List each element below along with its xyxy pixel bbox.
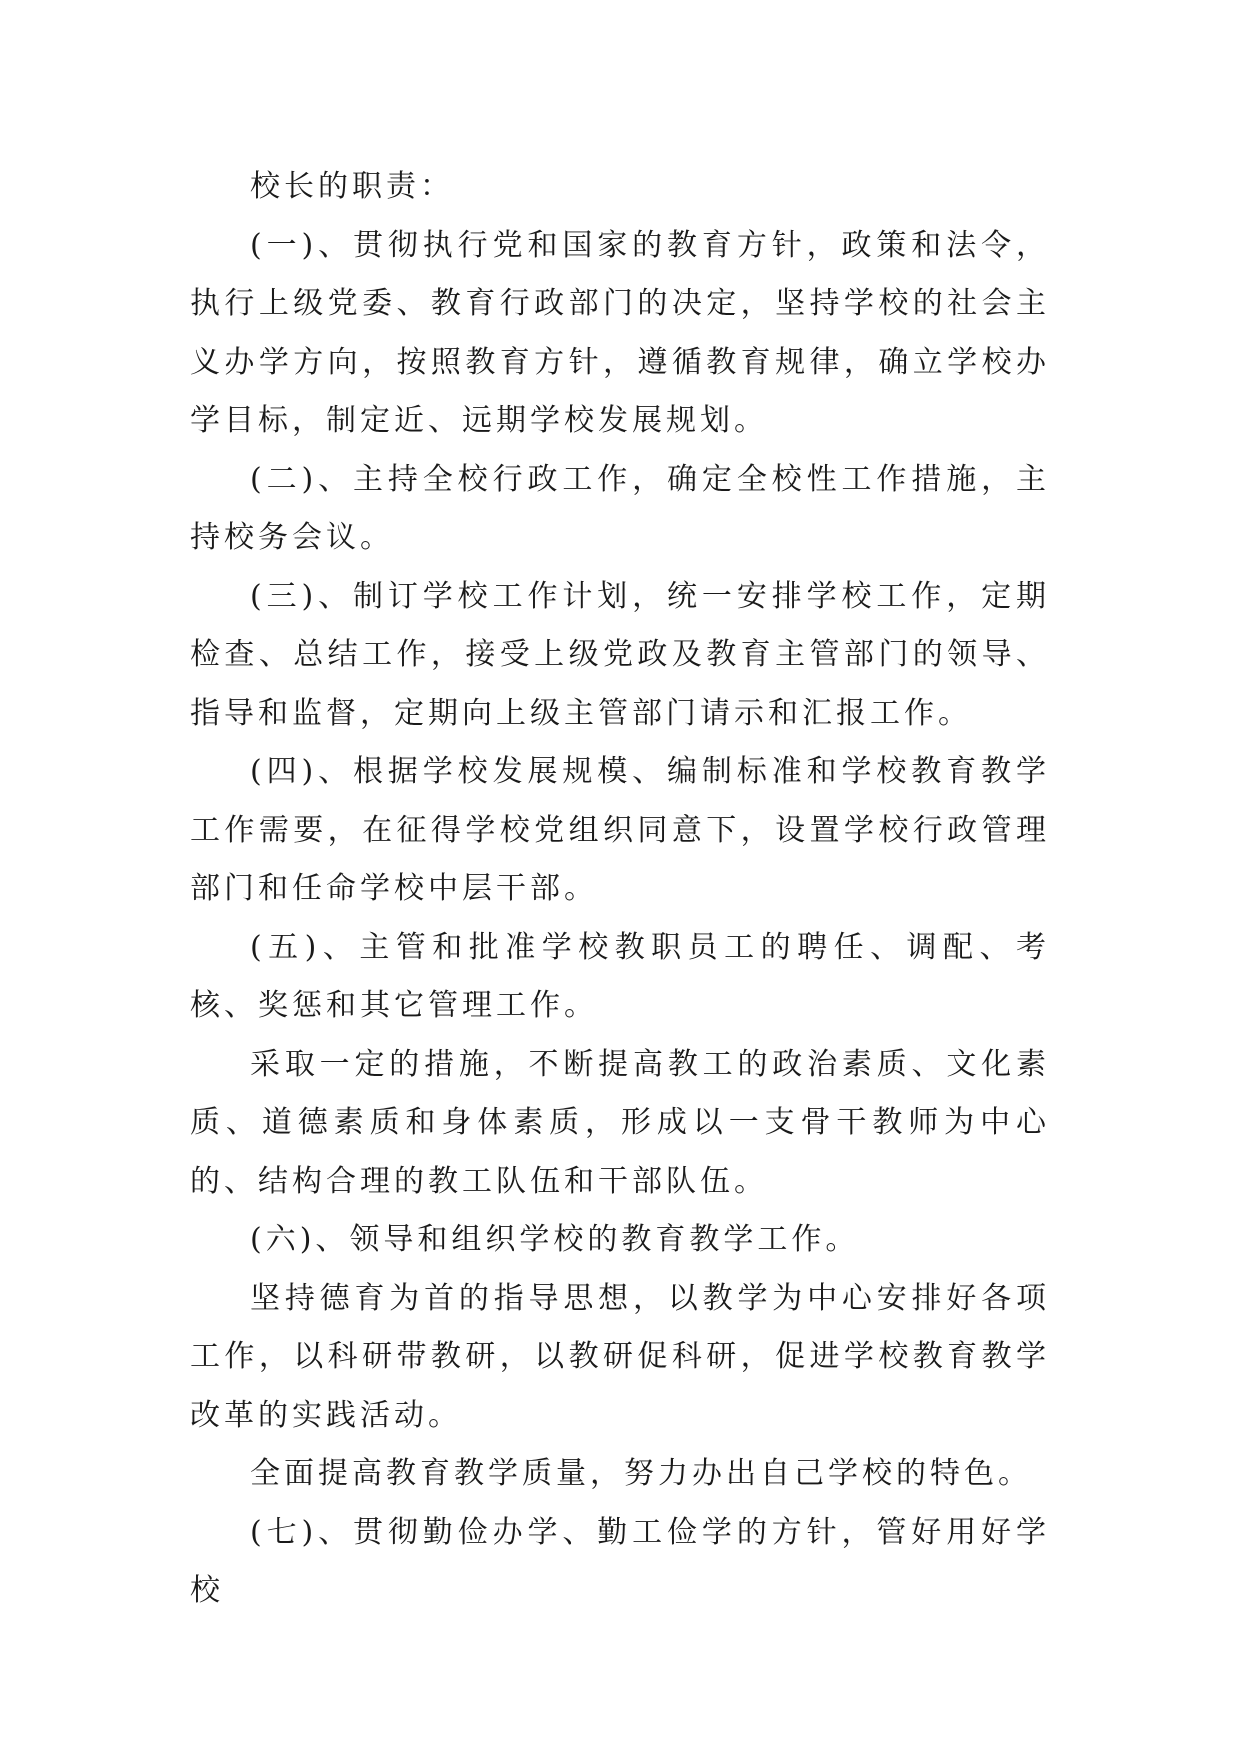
paragraph-duty-1: (一)、贯彻执行党和国家的教育方针，政策和法令，执行上级党委、教育行政部门的决定，坚持学校的社会主义办学方向，按照教育方针，遵循教育规律，确立学校办学目标，制定近、远期学校发展规划。 (190, 227, 1050, 438)
paragraph-duty-3: (三)、制订学校工作计划，统一安排学校工作，定期检查、总结工作，接受上级党政及教育主管部门的领导、指导和监督，定期向上级主管部门请示和汇报工作。 (190, 578, 1050, 731)
document-body (190, 158, 1050, 1621)
paragraph-duty-4: (四)、根据学校发展规模、编制标准和学校教育教学工作需要，在征得学校党组织同意下，设置学校行政管理部门和任命学校中层干部。 (190, 754, 1050, 906)
paragraph-staff-quality: 采取一定的措施，不断提高教工的政治素质、文化素质、道德素质和身体素质，形成以一支骨干教师为中心的、结构合理的教工队伍和干部队伍。 (190, 1046, 1050, 1199)
paragraph-quality-improvement: 全面提高教育教学质量，努力办出自己学校的特色。 (250, 1456, 1032, 1491)
paragraph-moral-education: 坚持德育为首的指导思想，以教学为中心安排好各项工作，以科研带教研，以教研促科研，促进学校教育教学改革的实践活动。 (190, 1280, 1050, 1433)
paragraph-duty-6: (六)、领导和组织学校的教育教学工作。 (250, 1222, 860, 1257)
paragraph-duty-5: (五)、主管和批准学校教职员工的聘任、调配、考核、奖惩和其它管理工作。 (190, 929, 1050, 1023)
paragraph-duty-2: (二)、主持全校行政工作，确定全校性工作措施，主持校务会议。 (190, 461, 1050, 555)
paragraph-duty-7: (七)、贯彻勤俭办学、勤工俭学的方针，管好用好学校 (190, 1514, 1050, 1608)
heading-principal-duties: 校长的职责： (250, 169, 454, 204)
